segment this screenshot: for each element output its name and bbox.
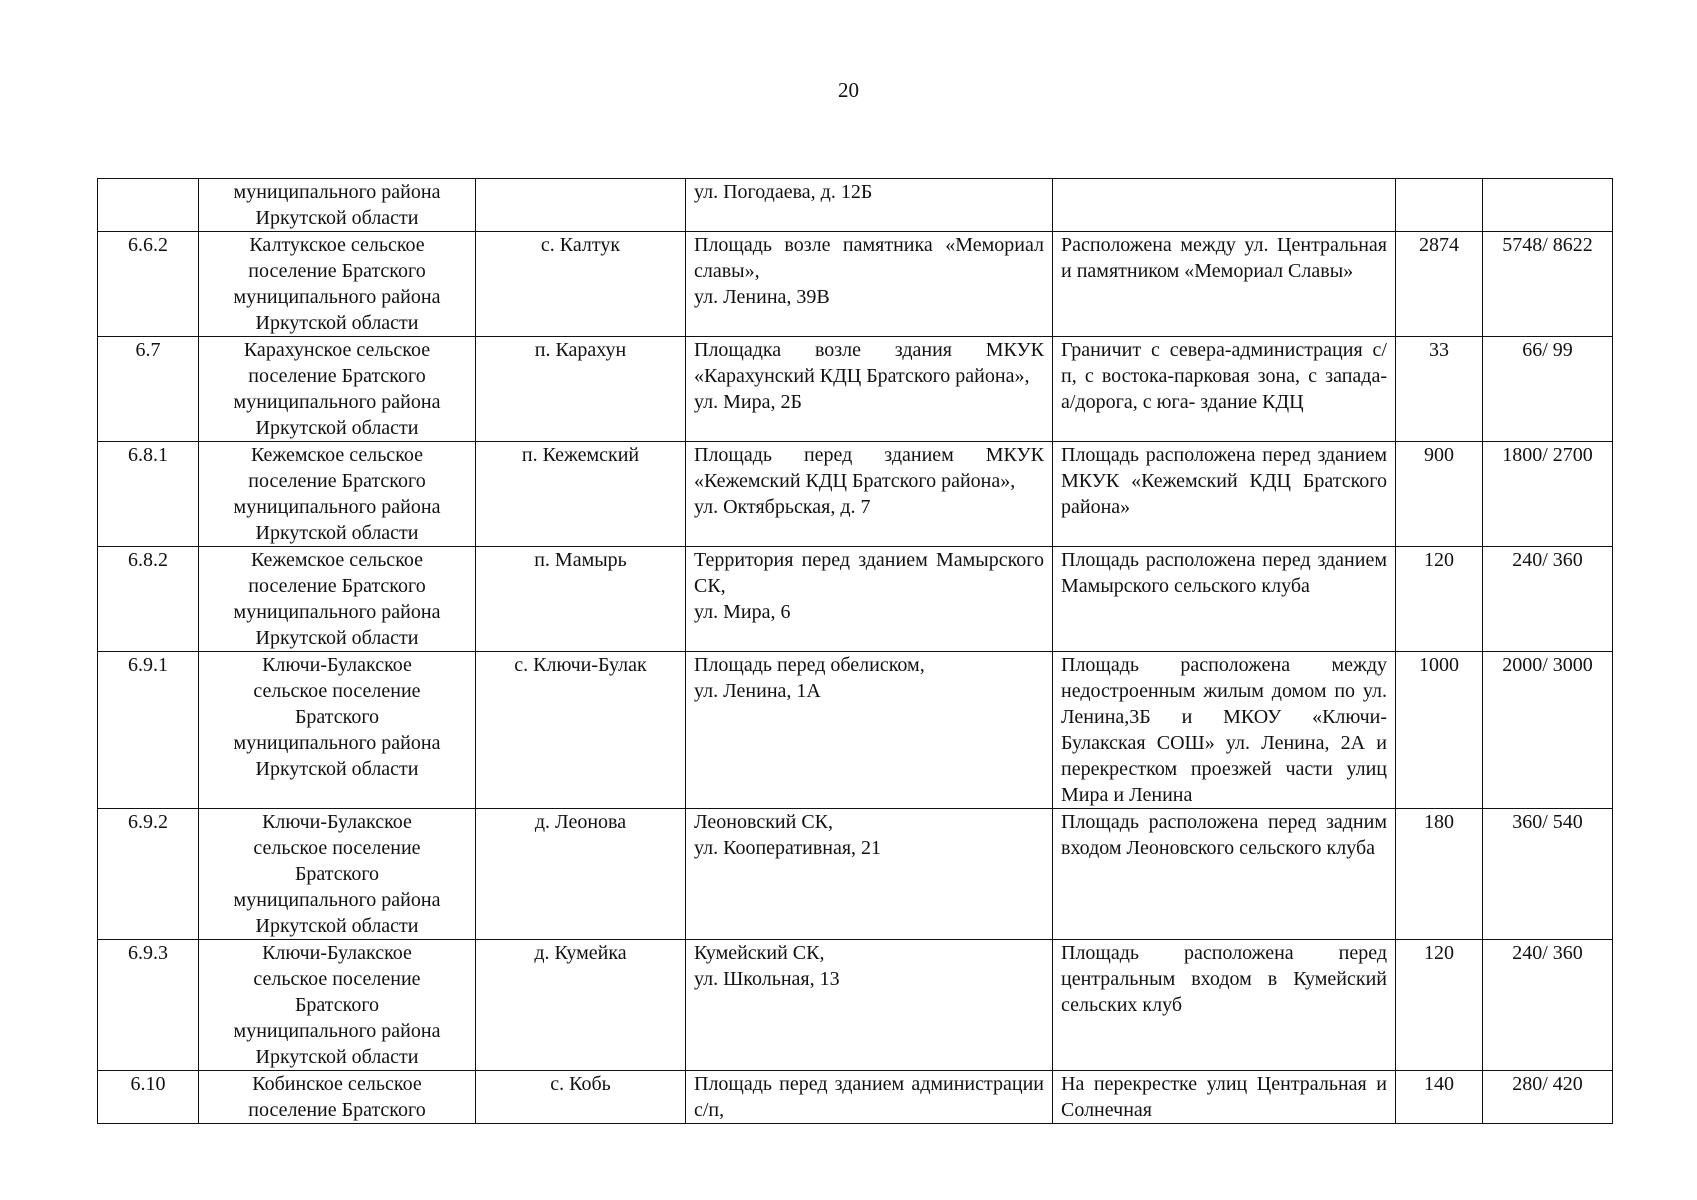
- settlement-name-line: поселение Братского: [248, 575, 426, 597]
- settlement-name-line: Карахунское сельское: [243, 339, 431, 361]
- settlement-name-line: сельское поселение: [253, 837, 421, 859]
- site-address-line: ул. Кооперативная, 21: [694, 837, 882, 859]
- capacity: 120: [1396, 940, 1483, 1071]
- site-address-line: ул. Мира, 2Б: [694, 391, 802, 413]
- settlement-name-line: муниципального района: [233, 286, 441, 308]
- settlement-name: [199, 1071, 476, 1124]
- settlement-name-line: муниципального района: [233, 496, 441, 518]
- settlement-name-line: сельское поселение: [253, 968, 421, 990]
- settlement-name: [199, 179, 476, 232]
- settlement-name-line: Кежемское сельское: [250, 549, 424, 571]
- settlement-name-line: Ключи-Булакское: [262, 811, 412, 833]
- site-address-line: ул. Октябрьская, д. 7: [694, 496, 871, 518]
- settlement-name-line: муниципального района: [233, 1020, 441, 1042]
- settlement-name-line: поселение Братского: [248, 1099, 426, 1121]
- settlement-name-line: Ключи-Булакское: [262, 654, 412, 676]
- site-address-line: Леоновский СК,: [694, 811, 834, 833]
- site-description: [1053, 179, 1396, 232]
- settlement-name-line: Ключи-Булакское: [262, 942, 412, 964]
- table-row: [98, 809, 1613, 940]
- settlement-name-line: Братского: [294, 706, 380, 728]
- settlement-name-line: муниципального района: [233, 601, 441, 623]
- table-row: [98, 940, 1613, 1071]
- site-description: [1053, 809, 1396, 940]
- site-description-line: Площадь расположена перед центральным входом в Кумейский сельских клуб: [1061, 942, 1387, 1016]
- site-address-line: Площадь возле памятника «Мемориал славы»,: [694, 234, 1044, 282]
- site-address-line: ул. Школьная, 13: [694, 968, 840, 990]
- site-description: [1053, 547, 1396, 652]
- settlement-name-line: поселение Братского: [248, 260, 426, 282]
- settlement-name-line: Кежемское сельское: [250, 444, 424, 466]
- site-address-line: Площадь перед зданием администрации с/п,: [694, 1073, 1044, 1121]
- site-description-line: Площадь расположена перед зданием Мамырского сельского клуба: [1061, 549, 1387, 597]
- settlement-name-line: муниципального района: [233, 181, 441, 203]
- site-description: [1053, 232, 1396, 337]
- capacity: 1000: [1396, 652, 1483, 809]
- table-row: [98, 442, 1613, 547]
- site-description-line: Площадь расположена между недостроенным жилым домом по ул. Ленина,3Б и МКОУ «Ключи-Булакская СОШ» ул. Ленина, 2А и перекрестком проезжей части улиц Мира и Ленина: [1061, 654, 1387, 806]
- item-number: 6.9.2: [98, 809, 199, 940]
- table-row: [98, 232, 1613, 337]
- site-description-line: На перекрестке улиц Центральная и Солнечная: [1061, 1073, 1387, 1121]
- settlement-name-line: сельское поселение: [253, 680, 421, 702]
- settlement-name-line: муниципального района: [233, 391, 441, 413]
- site-description: [1053, 940, 1396, 1071]
- site-address: [686, 940, 1053, 1071]
- settlement-name-line: муниципального района: [233, 732, 441, 754]
- capacity-ratio: 360/ 540: [1483, 809, 1613, 940]
- locality: с. Ключи-Булак: [476, 652, 686, 809]
- site-description-line: Расположена между ул. Центральная и памятником «Мемориал Славы»: [1061, 234, 1387, 282]
- settlement-name: [199, 232, 476, 337]
- settlement-name-line: Иркутской области: [255, 207, 419, 229]
- settlement-name-line: поселение Братского: [248, 365, 426, 387]
- capacity-ratio: 66/ 99: [1483, 337, 1613, 442]
- settlement-name-line: Иркутской области: [255, 417, 419, 439]
- site-address-line: ул. Погодаева, д. 12Б: [694, 181, 873, 203]
- capacity-ratio: 240/ 360: [1483, 547, 1613, 652]
- locality: с. Кобь: [476, 1071, 686, 1124]
- locality: п. Карахун: [476, 337, 686, 442]
- site-address-line: ул. Ленина, 1А: [694, 680, 821, 702]
- locality: д. Кумейка: [476, 940, 686, 1071]
- site-address-line: Площадка возле здания МКУК «Карахунский КДЦ Братского района»,: [694, 339, 1044, 387]
- page-number: 20: [838, 78, 859, 102]
- locality: п. Мамырь: [476, 547, 686, 652]
- table-row: [98, 179, 1613, 232]
- settlement-name-line: Кобинское сельское: [252, 1073, 422, 1095]
- site-address-line: Территория перед зданием Мамырского СК,: [694, 549, 1044, 597]
- capacity: 2874: [1396, 232, 1483, 337]
- item-number: 6.7: [98, 337, 199, 442]
- settlement-name-line: Иркутской области: [255, 915, 419, 937]
- capacity: 180: [1396, 809, 1483, 940]
- sites-table: [97, 178, 1613, 1124]
- settlement-name: [199, 442, 476, 547]
- locality: д. Леонова: [476, 809, 686, 940]
- settlement-name-line: Иркутской области: [255, 627, 419, 649]
- settlement-name: [199, 940, 476, 1071]
- site-address: [686, 1071, 1053, 1124]
- settlement-name-line: Иркутской области: [255, 758, 419, 780]
- item-number: 6.10: [98, 1071, 199, 1124]
- item-number: 6.8.1: [98, 442, 199, 547]
- site-address: [686, 652, 1053, 809]
- settlement-name-line: поселение Братского: [248, 470, 426, 492]
- site-description-line: Площадь расположена перед задним входом Леоновского сельского клуба: [1061, 811, 1387, 859]
- capacity-ratio: 280/ 420: [1483, 1071, 1613, 1124]
- capacity: [1396, 179, 1483, 232]
- capacity-ratio: 5748/ 8622: [1483, 232, 1613, 337]
- capacity-ratio: 2000/ 3000: [1483, 652, 1613, 809]
- table-row: [98, 652, 1613, 809]
- settlement-name-line: Братского: [294, 863, 380, 885]
- table-body: [98, 179, 1613, 1124]
- item-number: 6.6.2: [98, 232, 199, 337]
- settlement-name-line: Иркутской области: [255, 522, 419, 544]
- settlement-name: [199, 809, 476, 940]
- settlement-name-line: муниципального района: [233, 889, 441, 911]
- table-row: [98, 547, 1613, 652]
- site-address: [686, 179, 1053, 232]
- settlement-name: [199, 652, 476, 809]
- capacity: 120: [1396, 547, 1483, 652]
- capacity: 33: [1396, 337, 1483, 442]
- site-address: [686, 809, 1053, 940]
- site-address: [686, 232, 1053, 337]
- site-address-line: ул. Ленина, 39В: [694, 286, 830, 308]
- item-number: 6.9.1: [98, 652, 199, 809]
- site-address-line: Кумейский СК,: [694, 942, 825, 964]
- site-description: [1053, 442, 1396, 547]
- settlement-name: [199, 337, 476, 442]
- settlement-name: [199, 547, 476, 652]
- capacity-ratio: [1483, 179, 1613, 232]
- locality: [476, 179, 686, 232]
- item-number: 6.8.2: [98, 547, 199, 652]
- item-number: 6.9.3: [98, 940, 199, 1071]
- item-number: [98, 179, 199, 232]
- capacity-ratio: 1800/ 2700: [1483, 442, 1613, 547]
- settlement-name-line: Калтукское сельское: [249, 234, 425, 256]
- settlement-name-line: Иркутской области: [255, 312, 419, 334]
- table-row: [98, 337, 1613, 442]
- site-address-line: ул. Мира, 6: [694, 601, 791, 623]
- site-address-line: Площадь перед обелиском,: [694, 654, 925, 676]
- settlement-name-line: Братского: [294, 994, 380, 1016]
- site-description: [1053, 1071, 1396, 1124]
- locality: п. Кежемский: [476, 442, 686, 547]
- site-address-line: Площадь перед зданием МКУК «Кежемский КДЦ Братского района»,: [694, 444, 1044, 492]
- settlement-name-line: Иркутской области: [255, 1046, 419, 1068]
- locality: с. Калтук: [476, 232, 686, 337]
- capacity: 900: [1396, 442, 1483, 547]
- site-description: [1053, 337, 1396, 442]
- site-description-line: Граничит с севера-администрация с/п, с востока-парковая зона, с запада- а/дорога, с юга- здание КДЦ: [1061, 339, 1387, 413]
- table-row: [98, 1071, 1613, 1124]
- site-address: [686, 547, 1053, 652]
- site-description: [1053, 652, 1396, 809]
- site-address: [686, 442, 1053, 547]
- capacity-ratio: 240/ 360: [1483, 940, 1613, 1071]
- capacity: 140: [1396, 1071, 1483, 1124]
- site-address: [686, 337, 1053, 442]
- site-description-line: Площадь расположена перед зданием МКУК «Кежемский КДЦ Братского района»: [1061, 444, 1387, 518]
